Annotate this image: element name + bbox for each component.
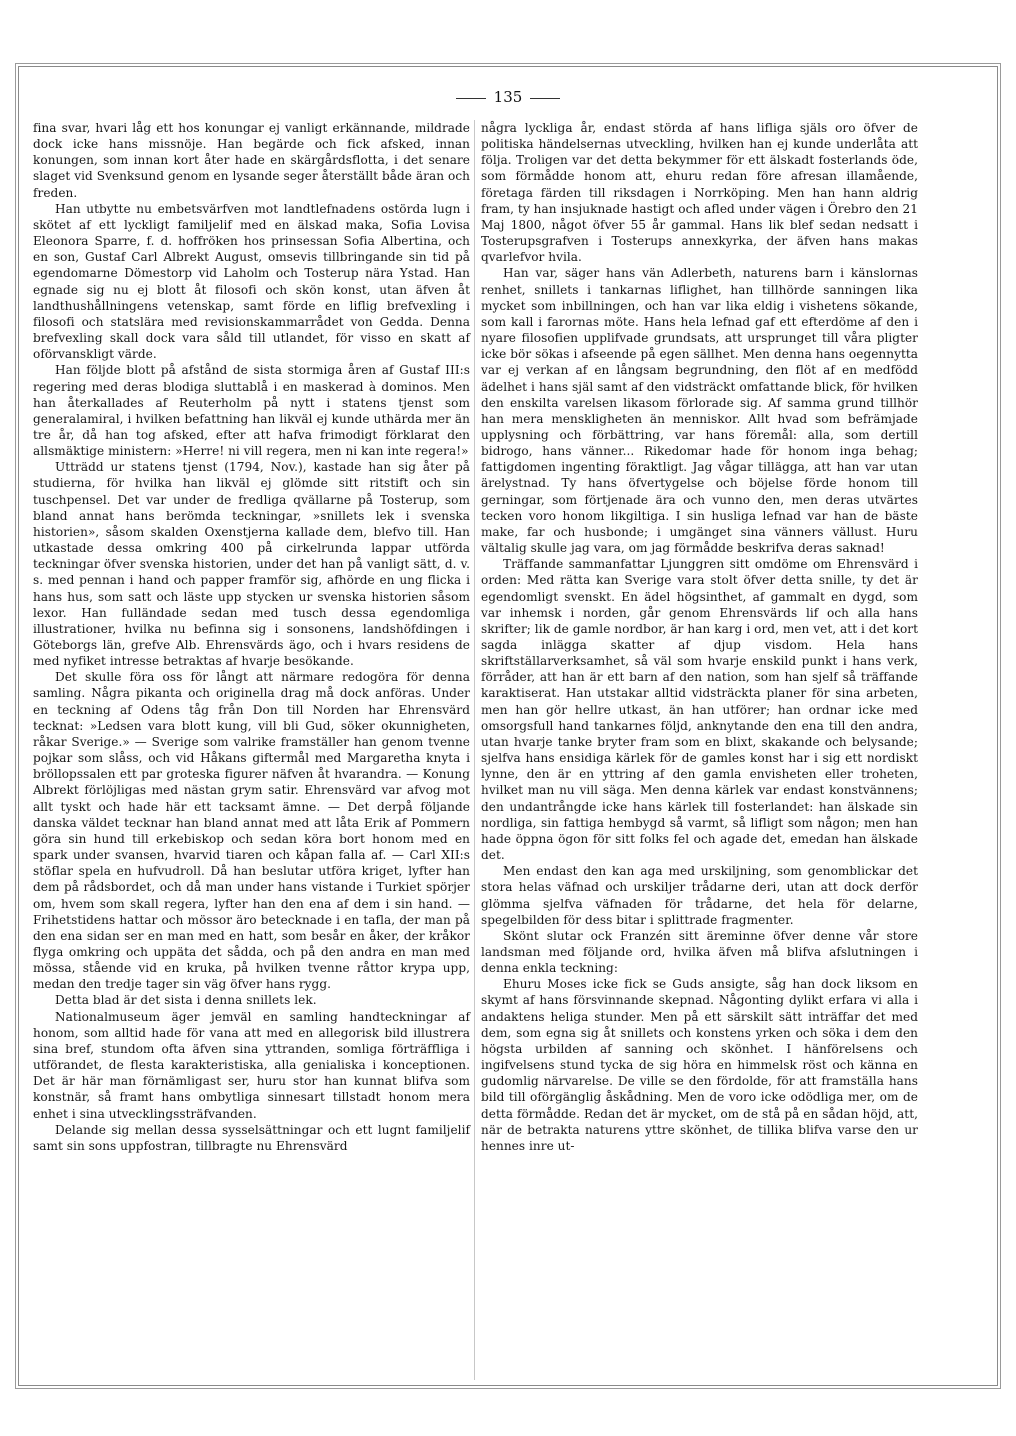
left-column [33,120,470,1154]
paragraph: Träffande sammanfattar Ljunggren sitt omdöme om Ehrensvärd i orden: Med rätta kan Sverige vara stolt öfver detta snille, ty det är egendomligt svenskt. En ädel högsinthet, af gammalt en dygd, som var inhemsk i norden, går genom Ehrensvärds lif och alla hans skrifter; lik de gamle nordbor, är han karg i ord, men vet, att i det kort sagda inlägga skatter af djup visdom. Hela hans skriftställarverksamhet, så väl som hvarje enskild punkt i hans verk, förråder, att han är ett barn af den nation, som han sjelf så träffande karaktiserat. Han utstakar alltid vidsträckta planer för sina arbeten, men han gör hellre utkast, än han utförer; han ordnar icke med omsorgsfull hand tankarnes följd, anknytande den ena till den andra, utan hvarje tanke bryter fram som en blixt, skakande och belysande; sjelfva hans ensidiga kärlek för de gamles konst har i sig ett nordiskt lynne, den är en yttring af den gamla envisheten eller troheten, hvilket man nu vill säga. Men denna kärlek var endast konstvännens; den undantrångde icke hans kärlek till fosterlandet: han älskade sin nordliga, sin fattiga hembygd så varmt, så lifligt som någon; men han hade öppna ögon för sitt folks fel och agade det, emedan han älskade det. [481,557,918,863]
right-column [481,120,918,1154]
paragraph: Utträdd ur statens tjenst (1794, Nov.), kastade han sig åter på studierna, för hvilka han likväl ej glömde sitt ritstift och sin tuschpensel. Det var under de fredliga qvällarne på Tosterup, som bland annat hans berömda teckningar, »snillets lek i svenska historien», såsom skalden Oxenstjerna kallade dem, blefvo till. Han utkastade dessa omkring 400 på cirkelrunda lappar utförda teckningar öfver svenska historien, under det han på vanligt sätt, d. v. s. med pennan i hand och papper framför sig, afhörde en ung flicka i hans hus, som satt och läste upp stycken ur svenska historien såsom lexor. Han fulländade sedan med tusch dessa egendomliga illustrationer, hvilka nu befinna sig i sonsonens, landshöfdingen i Göteborgs län, grefve Alb. Ehrensvärds ägo, och i hvars residens de med nyfiket intresse betraktas af hvarje besökande. [33,460,470,669]
paragraph: några lyckliga år, endast störda af hans lifliga själs oro öfver de politiska händelsernas utveckling, hvilken han ej kunde underlåta att följa. Troligen var det detta bekymmer för ett älskadt fosterlands öde, som förmådde honom att, ehuru redan före afresan illamående, företaga färden till riksdagen i Norrköping. Men han hann aldrig fram, ty han insjuknade hastigt och afled under vägen i Örebro den 21 Maj 1800, något öfver 55 år gammal. Hans lik blef sedan nedsatt i Tosterupsgrafven i Tosterups annexkyrka, der äfven hans makas qvarlefvor hvila. [481,121,918,265]
page-number-dash-left [456,98,486,99]
page-number-text: 135 [493,88,523,106]
column-divider [474,120,475,1380]
paragraph: Men endast den kan aga med urskiljning, som genomblickar det stora helas väfnad och urskiljer trådarne deri, utan att dock derför glömma sjelfva väfnaden för trådarne, det hela för delarne, spegelbilden för dess bitar i splittrade fragmenter. [481,864,918,927]
paragraph: Han följde blott på afstånd de sista stormiga åren af Gustaf III:s regering med deras blodiga sluttablå i en maskerad à dominos. Men han återkallades af Reuterholm på nytt i statens tjenst som generalamiral, i hvilken befattning han likväl ej kunde uthärda mer än tre år, då han tog afsked, efter att hafva frimodigt förklarat den allsmäktige ministern: »Herre! ni vill regera, men ni kan inte regera!» [33,363,470,459]
page-number [0,88,1016,106]
paragraph: Han utbytte nu embetsvärfven mot landtlefnadens ostörda lugn i skötet af ett lyckligt familjelif med en älskad maka, Sofia Lovisa Eleonora Sparre, f. d. hoffröken hos prinsessan Sofia Albertina, och en son, Gustaf Carl Albrekt August, omsevis tillbringande sin tid på egendomarne Dömestorp vid Laholm och Tosterup nära Ystad. Han egnade sig nu ej blott åt filosofi och skön konst, utan äfven åt landthushållningens vetenskap, samt förde en liflig brefvexling i filosofi och statslära med revisionskammarrådet von Gedda. Denna brefvexling skall dock vara såld till utlandet, för visso en skatt af oförvanskligt värde. [33,201,470,362]
page-number-dash-right [530,98,560,99]
paragraph: Skönt slutar ock Franzén sitt äreminne öfver denne vår store landsman med följande ord, hvilka äfven må blifva afslutningen i denna enkla teckning: [481,928,918,976]
quotation-paragraph: Ehuru Moses icke fick se Guds ansigte, såg han dock liksom en skymt af hans försvinnande skepnad. Någonting dylikt erfara vi alla i andaktens heliga stunder. Men på ett särskilt sätt inträffar det med dem, som egna sig åt snillets och konstens yrken och söka i dem den högsta urbilden af sanning och skönhet. I hänförelsens och ingifvelsens stund tycka de sig höra en himmelsk röst och känna en gudomlig närvarelse. De ville se den fördolde, för att framställa hans bild till oförgänglig åskådning. Men de voro icke odödliga mer, om de detta förmådde. Redan det är mycket, om de stå på en sådan höjd, att, när de betrakta naturens yttre skönhet, de tillika blifva varse den ur hennes inre ut- [481,977,918,1153]
paragraph: fina svar, hvari låg ett hos konungar ej vanligt erkännande, mildrade dock icke hans missnöje. Han begärde och fick afsked, innan konungen, som innan kort åter hade en skärgårdsflotta, i det senare slaget vid Svenksund genom en lysande seger återställt både äran och freden. [33,121,470,200]
paragraph: Nationalmuseum äger jemväl en samling handteckningar af honom, som alltid hade för vana att med en allegorisk bild illustrera sina bref, stundom ofta äfven sina yttranden, somliga förträffliga i utförandet, de flesta karakteristiska, alla genialiska i konceptionen. Det är här man förnämligast ser, huru stor han kunnat blifva som konstnär, så framt hans ombytliga sinnesart tillstadt honom mera enhet i sina utvecklingssträfvanden. [33,1009,470,1121]
paragraph: Han var, säger hans vän Adlerbeth, naturens barn i känslornas renhet, snillets i tankarnas liflighet, han tillhörde sanningen lika mycket som inbillningen, och han var lika eldig i vishetens sökande, som kall i farornas möte. Hans hela lefnad gaf ett efterdöme af den i nyare filosofien upplifvade grundsats, att ursprunget till våra pligter icke bör sökas i afseende på egen sällhet. Men denna hans oegennytta var ej verkan af en långsam begrundning, den flöt af en medfödd ädelhet i hans själ samt af den vidsträckt omfattande blick, för hvilken den enskilta varelsen likasom förlorade sig. Af samma grund tillhör han mera menskligheten än menniskor. Allt hvad som befrämjade upplysning och förbättring, var hans föremål: alla, som dertill bidrogo, hans vänner... Rikedomar hade för honom inga behag; fattigdomen ingenting föraktligt. Jag vågar tillägga, att han var utan ärelystnad. Ty hans öfvertygelse och böjelse förde honom till gerningar, som förtjenade ära och vunno den, men deras utvärtes tecken voro honom likgiltiga. I sin husliga lefnad var han de bäste make, far och husbonde; i umgänget sina vänners vällust. Huru vältalig skulle jag vara, om jag förmådde beskrifva deras saknad! [481,266,918,556]
paragraph: Delande sig mellan dessa sysselsättningar och ett lugnt familjelif samt sin sons uppfostran, tillbragte nu Ehrensvärd [33,1122,470,1153]
paragraph: Det skulle föra oss för långt att närmare redogöra för denna samling. Några pikanta och originella drag må dock anföras. Under en teckning af Odens tåg från Don till Norden har Ehrensvärd tecknat: »Ledsen vara blott kung, vill bli Gud, söker okunnigheten, råkar Sverige.» — Sverige som valrike framställer han genom tvenne pojkar som slåss, och vid Håkans giftermål med Margaretha knyta i bröllopssalen ett par groteska figurer näfven åt hvarandra. — Konung Albrekt förlöjligas med nästan grym satir. Ehrensvärd var afvog mot allt tyskt och hade här ett tacksamt ämne. — Det derpå följande danska väldet tecknar han bland annat med att låta Erik af Pommern göra sin hund till erkebiskop och sedan köra bort honom med en spark under svansen, hvarvid tiaren och kåpan falla af. — Carl XII:s stöflar spela en hufvudroll. Då han beslutar utföra kriget, lyfter han dem på rådsbordet, och då man under hans vistande i Turkiet spörjer om, hvem som skall regera, lyfter han den ena af dem i sin hand. — Frihetstidens hattar och mössor äro betecknade i en tafla, der man på den ena sidan ser en man med en hatt, som besår en åker, der kråkor flyga omkring och uppäta det sådda, och på den andra en man med mössa, stående vid en kruka, på hvilken tvenne råttor krypa upp, medan den tredje tager sin väg öfver hans rygg. [33,670,470,992]
paragraph: Detta blad är det sista i denna snillets lek. [55,993,317,1008]
